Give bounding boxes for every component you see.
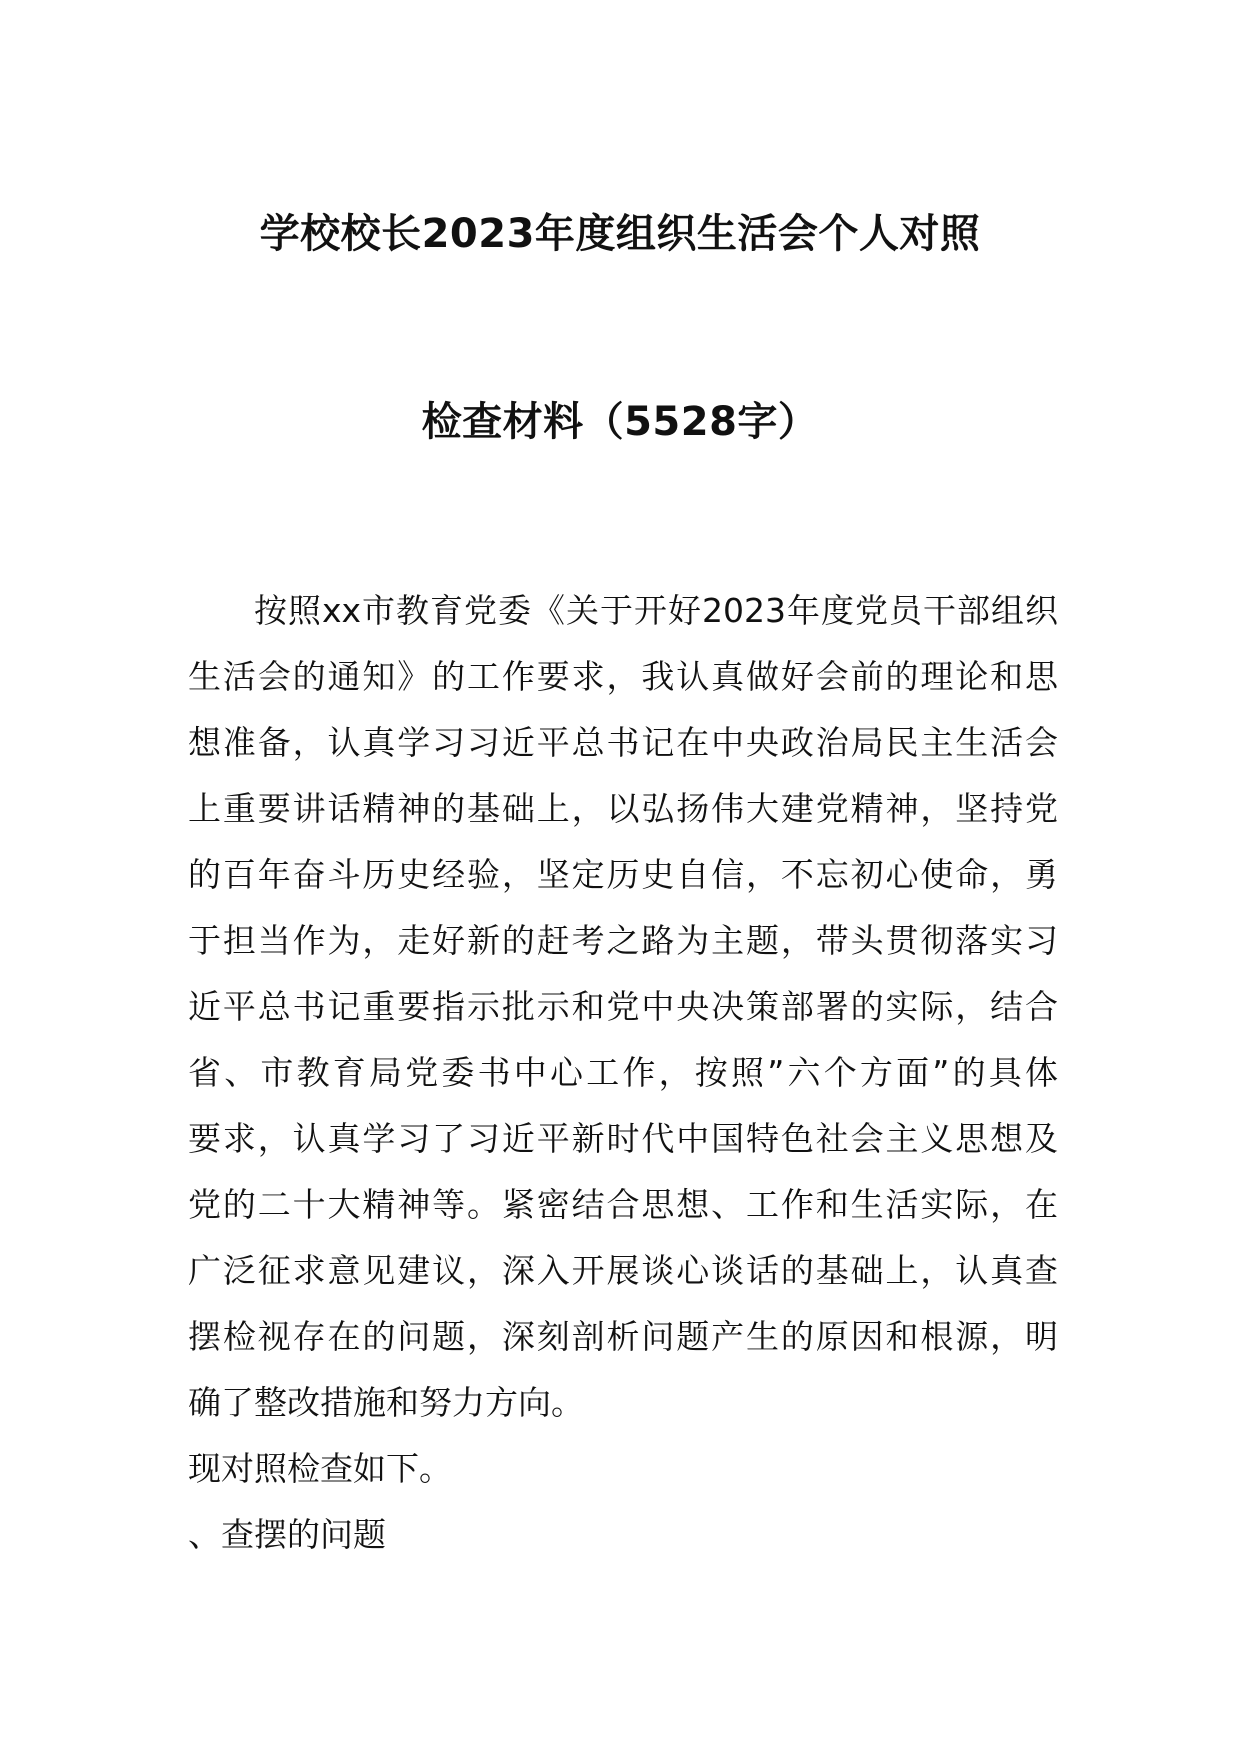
- document-body: [188, 578, 1058, 1568]
- document-title-line-2: 检查材料（5528字）: [421, 399, 819, 445]
- paragraph-line: 党的二十大精神等。紧密结合思想、工作和生活实际，在: [188, 1185, 1058, 1224]
- paragraph-line: 按照xx市教育党委《关于开好2023年度党员干部组织: [254, 591, 1058, 630]
- paragraph-line: 省、市教育局党委书中心工作，按照”六个方面”的具体: [188, 1053, 1058, 1092]
- document-title-line-1: 学校校长2023年度组织生活会个人对照: [259, 211, 981, 257]
- closing-line: 现对照检查如下。: [188, 1449, 452, 1488]
- paragraph-line: 于担当作为，走好新的赶考之路为主题，带头贯彻落实习: [188, 921, 1058, 960]
- paragraph-line: 上重要讲话精神的基础上，以弘扬伟大建党精神，坚持党: [188, 789, 1058, 828]
- paragraph-line: 确了整改措施和努力方向。: [188, 1383, 584, 1422]
- paragraph-line: 想准备，认真学习习近平总书记在中央政治局民主生活会: [188, 723, 1058, 762]
- paragraph-line: 要求，认真学习了习近平新时代中国特色社会主义思想及: [188, 1119, 1058, 1158]
- section-heading: 、查摆的问题: [188, 1515, 386, 1554]
- paragraph-line: 摆检视存在的问题，深刻剖析问题产生的原因和根源，明: [188, 1317, 1058, 1356]
- paragraph-line: 的百年奋斗历史经验，坚定历史自信，不忘初心使命，勇: [188, 855, 1058, 894]
- paragraph-line: 近平总书记重要指示批示和党中央决策部署的实际，结合: [188, 987, 1058, 1026]
- paragraph-line: 生活会的通知》的工作要求，我认真做好会前的理论和思: [188, 657, 1058, 696]
- paragraph-line: 广泛征求意见建议，深入开展谈心谈话的基础上，认真查: [188, 1251, 1058, 1290]
